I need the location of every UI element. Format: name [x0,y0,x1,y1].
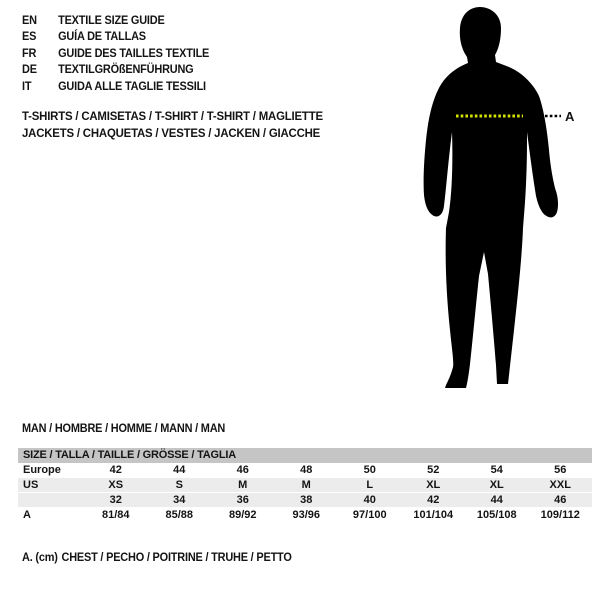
size-cell: M [238,479,248,491]
language-code: IT [22,80,32,93]
size-cell: XS [108,479,124,491]
measure-label-a: A [565,109,575,124]
language-title: GUIDA ALLE TAGLIE TESSILI [58,80,206,93]
size-table [18,448,592,523]
man-silhouette [424,7,558,388]
size-cell: 34 [173,494,186,506]
size-cell: 56 [554,464,567,476]
size-cell: 50 [363,464,376,476]
size-cell: L [366,479,374,491]
footnote-text: CHEST / PECHO / POITRINE / TRUHE / PETTO [61,552,292,564]
category-line-tshirts: T-SHIRTS / CAMISETAS / T-SHIRT / T-SHIRT / MAGLIETTE [22,109,323,123]
measurement-footnote [22,552,292,564]
language-row-en [22,13,209,29]
table-row-chest-a [18,508,592,523]
table-row-europe [18,463,592,478]
size-cell: 93/96 [292,509,321,521]
size-cell: 52 [427,464,440,476]
size-cell: XL [426,479,441,491]
size-cell: 105/108 [476,509,517,521]
size-cell: 42 [427,494,440,506]
size-cell: 36 [236,494,249,506]
size-table-header: SIZE / TALLA / TAILLE / GRÖSSE / TAGLIA [18,448,592,463]
language-code: DE [22,64,37,77]
table-row-us [18,478,592,493]
language-row-fr [22,46,209,62]
size-cell: 85/88 [165,509,194,521]
size-cell: 40 [363,494,376,506]
language-code: ES [22,31,37,44]
language-title: GUÍA DE TALLAS [58,31,146,44]
size-cell: S [175,479,183,491]
row-label [18,493,84,507]
size-cell: 48 [300,464,313,476]
language-row-de [22,62,209,78]
language-code: FR [22,47,37,60]
language-title: TEXTILGRÖßENFÜHRUNG [58,64,194,77]
garment-categories [22,108,323,142]
category-line-jackets: JACKETS / CHAQUETAS / VESTES / JACKEN / GIACCHE [22,126,321,140]
language-list [22,13,209,95]
language-code: EN [22,15,37,27]
table-row-numeric [18,493,592,508]
language-row-es [22,29,209,45]
section-title-man: MAN / HOMBRE / HOMME / MANN / MAN [22,423,226,435]
size-cell: 109/112 [540,509,580,521]
size-cell: 32 [109,494,122,506]
size-cell: 46 [554,494,567,506]
size-cell: M [301,479,311,491]
size-cell: 101/104 [413,509,454,521]
language-title: TEXTILE SIZE GUIDE [58,15,165,27]
row-label: US [23,479,39,491]
size-cell: 89/92 [228,509,257,521]
size-cell: 54 [490,464,503,476]
size-cell: 38 [300,494,313,506]
language-title: GUIDE DES TAILLES TEXTILE [58,47,210,60]
row-label: A [23,509,31,521]
language-row-it [22,79,209,95]
size-cell: 81/84 [101,509,130,521]
size-cell: 42 [109,464,122,476]
man-silhouette-figure [400,0,600,400]
size-cell: 46 [236,464,249,476]
footnote-prefix: A. (cm) [22,552,58,564]
size-cell: 97/100 [352,509,387,521]
row-label: Europe [23,464,61,476]
size-cell: XL [489,479,504,491]
size-cell: XXL [549,479,571,491]
size-cell: 44 [173,464,186,476]
size-cell: 44 [490,494,503,506]
